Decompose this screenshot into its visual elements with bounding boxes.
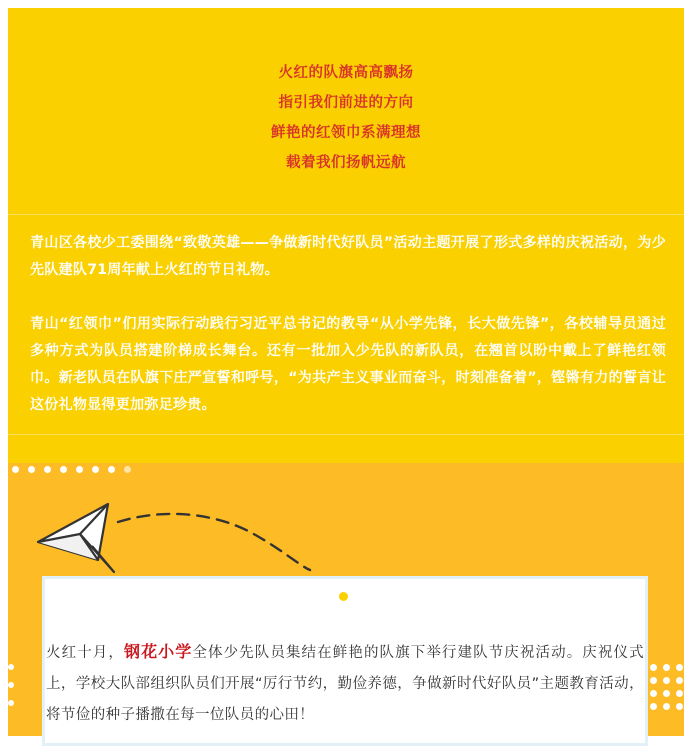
poem-line: 火红的队旗高高飘扬	[278, 65, 414, 81]
dot	[8, 682, 14, 688]
section-divider	[8, 214, 684, 215]
news-text-body: 全体少先队员集结在鲜艳的队旗下举行建队节庆祝活动。庆祝仪式上，学校大队部组织队员们开展“厉行节约，勤俭养德，争做新时代好队员”主题教育活动，将节俭的种子播撒在每一位队员的心田！	[46, 645, 644, 723]
activity-paragraph: 青山“红领巾”们用实际行动践行习近平总书记的教导“从小学先锋，长大做先锋”，各校辅导员通过多种方式为队员搭建阶梯成长舞台。还有一批加入少先队的新队员，在翘首以盼中戴上了鲜艳红领巾。新老队员在队旗下庄严宣誓和呼号，“为共产主义事业而奋斗，时刻准备着”，铿锵有力的誓言让这份礼物显得更加弥足珍贵。	[30, 316, 666, 413]
dot	[44, 466, 51, 473]
dot	[676, 677, 683, 684]
dot	[8, 664, 14, 670]
dot	[60, 466, 67, 473]
card-top-dot	[339, 592, 348, 601]
dot	[92, 466, 99, 473]
dot	[650, 690, 657, 697]
dot	[663, 690, 670, 697]
poem-line: 指引我们前进的方向	[278, 95, 414, 111]
poem-line: 载着我们扬帆远航	[286, 155, 406, 171]
dot	[108, 466, 115, 473]
dot	[663, 677, 670, 684]
dot	[28, 466, 35, 473]
school-news-card	[42, 576, 648, 746]
paper-plane-icon	[30, 500, 320, 580]
school-name: 钢花小学	[123, 642, 193, 661]
intro-paragraph: 青山区各校少工委围绕“致敬英雄——争做新时代好队员”活动主题开展了形式多样的庆祝活动，为少先队建队71周年献上火红的节日礼物。	[30, 235, 666, 278]
dot	[8, 700, 14, 706]
dot	[76, 466, 83, 473]
top-section	[8, 8, 684, 463]
dot	[650, 677, 657, 684]
dot	[650, 703, 657, 710]
dot	[663, 664, 670, 671]
dot	[663, 703, 670, 710]
news-text-intro: 火红十月，	[46, 645, 124, 661]
dot-column-decoration	[8, 664, 20, 706]
dot	[676, 664, 683, 671]
dot	[676, 690, 683, 697]
dot-grid-decoration	[650, 664, 684, 710]
poem-line: 鲜艳的红领巾系满理想	[271, 125, 421, 141]
school-news-text	[46, 636, 644, 731]
dot	[650, 664, 657, 671]
dot	[12, 466, 19, 473]
poem-block	[8, 58, 684, 178]
dot	[124, 466, 131, 473]
section-divider	[8, 434, 684, 435]
dot	[676, 703, 683, 710]
dot-row-decoration	[12, 466, 131, 473]
